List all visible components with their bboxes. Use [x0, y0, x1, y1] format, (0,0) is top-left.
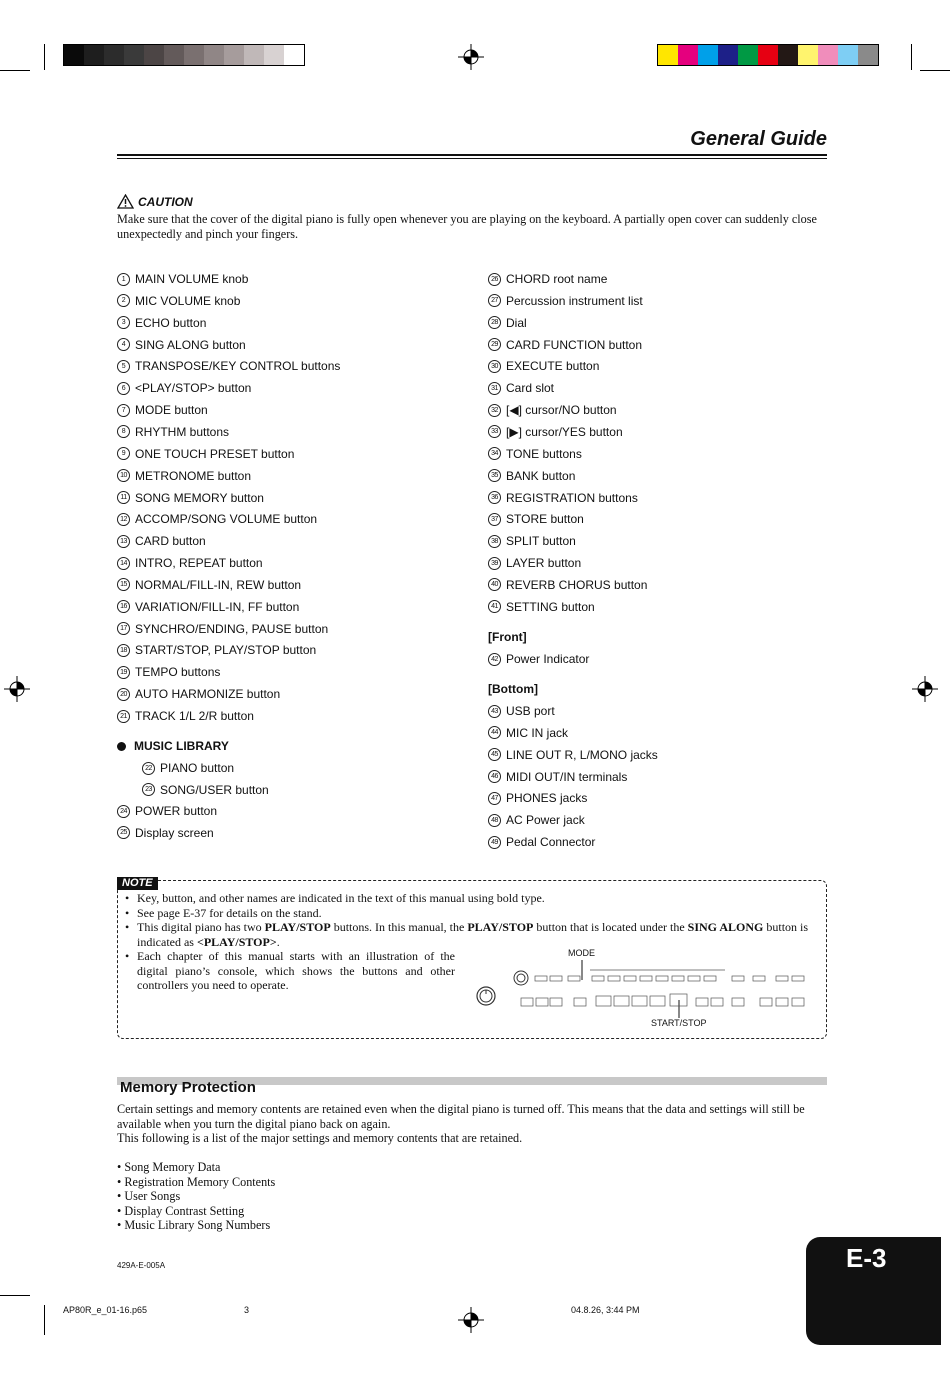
number-badge: 16: [117, 600, 130, 613]
list-item: [488, 425, 623, 439]
callout-mode: MODE: [568, 948, 595, 958]
item-label: USB port: [506, 704, 555, 718]
list-item: [142, 783, 269, 797]
item-label: Percussion instrument list: [506, 293, 643, 308]
footer-date: 04.8.26, 3:44 PM: [571, 1305, 640, 1315]
caution-heading: [117, 194, 193, 209]
item-label: SING ALONG button: [135, 337, 246, 352]
color-swatch: [224, 45, 244, 65]
list-item: [117, 491, 264, 505]
item-label: PHONES jacks: [506, 791, 588, 806]
list-item: [117, 447, 294, 461]
color-swatch: [778, 45, 798, 65]
item-label: SONG MEMORY button: [135, 490, 264, 505]
item-label: PIANO button: [160, 761, 235, 775]
number-badge: 15: [117, 578, 130, 591]
item-label: TONE buttons: [506, 446, 582, 461]
number-badge: 37: [488, 513, 501, 526]
color-swatch: [124, 45, 144, 65]
list-item: [117, 804, 217, 818]
color-swatch: [678, 45, 698, 65]
color-swatch: [64, 45, 84, 65]
registration-mark-icon: [458, 1307, 484, 1333]
list-item: [142, 761, 234, 775]
crop-mark: [911, 44, 912, 70]
memory-list-item: • User Songs: [117, 1189, 275, 1204]
number-badge: 2: [117, 294, 130, 307]
item-label: MIC VOLUME knob: [135, 293, 241, 308]
item-label: SPLIT button: [506, 534, 576, 549]
color-swatch: [144, 45, 164, 65]
number-badge: 47: [488, 792, 501, 805]
front-heading: [Front]: [488, 630, 527, 644]
note-item: • Each chapter of this manual starts with an illustration of the digital piano’s console, which shows the buttons and other controllers you need to operate.: [124, 949, 455, 993]
item-label: INTRO, REPEAT button: [135, 556, 263, 571]
list-item: [117, 534, 206, 548]
color-swatch: [184, 45, 204, 65]
item-label: CARD FUNCTION button: [506, 337, 643, 352]
number-badge: 4: [117, 338, 130, 351]
list-item: [488, 578, 647, 592]
list-item: [488, 748, 658, 762]
color-swatch: [698, 45, 718, 65]
memory-para: Certain settings and memory contents are retained even when the digital piano is turned off. This means that the data and settings will still be available when you turn the digital piano back on again.: [117, 1102, 805, 1131]
color-swatch: [204, 45, 224, 65]
item-label: TRACK 1/L 2/R button: [135, 709, 254, 723]
item-label: Pedal Connector: [506, 835, 596, 850]
number-badge: 36: [488, 491, 501, 504]
footer-file: AP80R_e_01-16.p65: [63, 1305, 148, 1315]
color-swatch: [838, 45, 858, 65]
crop-mark: [44, 1305, 45, 1335]
number-badge: 34: [488, 447, 501, 460]
number-badge: 8: [117, 425, 130, 438]
number-badge: 13: [117, 535, 130, 548]
list-item: [117, 556, 263, 570]
number-badge: 35: [488, 469, 501, 482]
item-label: CHORD root name: [506, 272, 608, 286]
number-badge: 40: [488, 578, 501, 591]
number-badge: 14: [117, 557, 130, 570]
item-label: Power Indicator: [506, 652, 590, 666]
item-label: [▶] cursor/YES button: [506, 424, 623, 439]
color-swatch: [164, 45, 184, 65]
list-item: [117, 512, 317, 526]
list-item: [117, 425, 229, 439]
music-library-title: MUSIC LIBRARY: [134, 739, 229, 753]
memory-list: [117, 1160, 275, 1233]
callout-start-stop: START/STOP: [651, 1018, 707, 1028]
color-swatch: [818, 45, 838, 65]
item-label: REVERB CHORUS button: [506, 577, 648, 592]
crop-mark: [0, 1295, 30, 1296]
item-label: LAYER button: [506, 556, 582, 571]
memory-description: [117, 1102, 829, 1146]
list-item: [488, 491, 638, 505]
number-badge: 28: [488, 316, 501, 329]
list-item: [488, 512, 584, 526]
color-swatch: [84, 45, 104, 65]
number-badge: 42: [488, 653, 501, 666]
number-badge: 31: [488, 382, 501, 395]
memory-list-item: • Display Contrast Setting: [117, 1204, 275, 1219]
number-badge: 49: [488, 836, 501, 849]
number-badge: 22: [142, 762, 155, 775]
list-item: [117, 272, 248, 286]
crop-mark: [44, 44, 45, 70]
gray-calibration-bar: [63, 44, 305, 66]
item-label: Dial: [506, 315, 527, 330]
list-item: [488, 704, 555, 718]
bottom-heading: [Bottom]: [488, 682, 538, 696]
note-item: • This digital piano has two PLAY/STOP buttons. In this manual, the PLAY/STOP button that is located under the SING ALONG button is indicated as <PLAY/STOP>.: [124, 920, 819, 949]
color-calibration-bar: [657, 44, 879, 66]
page-title: General Guide: [690, 128, 827, 150]
list-item: [117, 826, 214, 840]
number-badge: 29: [488, 338, 501, 351]
list-item: [488, 403, 617, 417]
color-swatch: [284, 45, 304, 65]
list-item: [117, 709, 254, 723]
list-item: [488, 534, 576, 548]
number-badge: 48: [488, 814, 501, 827]
memory-list-item: • Music Library Song Numbers: [117, 1218, 275, 1233]
item-label: SONG/USER button: [160, 782, 269, 797]
item-label: MAIN VOLUME knob: [135, 272, 249, 286]
item-label: Display screen: [135, 825, 214, 840]
item-label: TRANSPOSE/KEY CONTROL buttons: [135, 359, 341, 374]
color-swatch: [264, 45, 284, 65]
crop-mark: [920, 70, 950, 71]
footer-page: 3: [244, 1305, 250, 1315]
number-badge: 44: [488, 726, 501, 739]
caution-text: Make sure that the cover of the digital piano is fully open whenever you are playing on the keyboard. A partially open cover can suddenly close unexpectedly and pinch your fingers.: [117, 212, 817, 241]
list-item: [117, 294, 240, 308]
list-item: [488, 726, 568, 740]
list-item: [117, 469, 251, 483]
number-badge: 19: [117, 666, 130, 679]
memory-para: This following is a list of the major settings and memory contents that are retained.: [117, 1131, 523, 1145]
list-item: [488, 791, 587, 805]
number-badge: 10: [117, 469, 130, 482]
list-item: [117, 687, 280, 701]
list-item: [488, 447, 582, 461]
number-badge: 23: [142, 783, 155, 796]
number-badge: 25: [117, 826, 130, 839]
item-label: [◀] cursor/NO button: [506, 403, 617, 418]
item-label: VARIATION/FILL-IN, FF button: [135, 599, 300, 614]
item-label: ONE TOUCH PRESET button: [135, 446, 295, 461]
page-number: E-3: [846, 1243, 887, 1273]
number-badge: 20: [117, 688, 130, 701]
item-label: METRONOME button: [135, 468, 252, 483]
console-illustration: [470, 958, 815, 1022]
list-item: [117, 359, 340, 373]
item-label: NORMAL/FILL-IN, REW button: [135, 577, 302, 592]
number-badge: 33: [488, 425, 501, 438]
warning-triangle-icon: [117, 194, 134, 209]
item-label: ACCOMP/SONG VOLUME button: [135, 512, 318, 527]
item-label: MIC IN jack: [506, 725, 569, 740]
color-swatch: [244, 45, 264, 65]
item-label: CARD button: [135, 534, 206, 549]
number-badge: 17: [117, 622, 130, 635]
item-label: <PLAY/STOP> button: [135, 381, 252, 396]
list-item: [117, 381, 251, 395]
number-badge: 3: [117, 316, 130, 329]
number-badge: 26: [488, 273, 501, 286]
color-swatch: [858, 45, 878, 65]
list-item: [488, 338, 642, 352]
item-label: ECHO button: [135, 315, 207, 330]
music-library-heading: [117, 739, 229, 753]
number-badge: 5: [117, 360, 130, 373]
number-badge: 24: [117, 805, 130, 818]
color-swatch: [758, 45, 778, 65]
list-item: [488, 381, 554, 395]
item-label: EXECUTE button: [506, 359, 600, 374]
number-badge: 46: [488, 770, 501, 783]
list-item: [488, 556, 581, 570]
bullet-icon: [117, 742, 126, 751]
list-item: [117, 600, 299, 614]
item-label: BANK button: [506, 468, 576, 483]
registration-mark-icon: [4, 676, 30, 702]
note-item: • Key, button, and other names are indicated in the text of this manual using bold type.: [124, 891, 819, 906]
note-label: NOTE: [117, 877, 158, 890]
header-rule: [117, 154, 827, 156]
number-badge: 27: [488, 294, 501, 307]
list-item: [488, 600, 595, 614]
color-swatch: [718, 45, 738, 65]
list-item: [488, 272, 607, 286]
list-item: [117, 622, 328, 636]
number-badge: 43: [488, 705, 501, 718]
list-item: [117, 403, 208, 417]
list-item: [117, 578, 301, 592]
item-label: REGISTRATION buttons: [506, 490, 638, 505]
registration-mark-icon: [458, 44, 484, 70]
list-item: [488, 770, 627, 784]
document-code: 429A-E-005A: [117, 1261, 166, 1270]
header-rule: [117, 158, 827, 159]
note-item: • See page E-37 for details on the stand.: [124, 906, 819, 921]
page-tab: [806, 1237, 941, 1345]
number-badge: 45: [488, 748, 501, 761]
item-label: TEMPO buttons: [135, 665, 221, 680]
item-label: POWER button: [135, 804, 218, 818]
crop-mark: [0, 70, 30, 71]
color-swatch: [104, 45, 124, 65]
number-badge: 1: [117, 273, 130, 286]
number-badge: 18: [117, 644, 130, 657]
number-badge: 21: [117, 710, 130, 723]
list-item: [488, 813, 585, 827]
item-label: MIDI OUT/IN terminals: [506, 769, 628, 784]
memory-list-item: • Song Memory Data: [117, 1160, 275, 1175]
list-item: [117, 338, 246, 352]
registration-mark-icon: [912, 676, 938, 702]
number-badge: 39: [488, 557, 501, 570]
number-badge: 30: [488, 360, 501, 373]
list-item: [488, 652, 589, 666]
item-label: AUTO HARMONIZE button: [135, 687, 281, 702]
list-item: [117, 665, 220, 679]
number-badge: 7: [117, 404, 130, 417]
number-badge: 32: [488, 404, 501, 417]
list-item: [488, 359, 599, 373]
item-label: Card slot: [506, 381, 555, 396]
number-badge: 9: [117, 447, 130, 460]
item-label: AC Power jack: [506, 813, 585, 828]
number-badge: 11: [117, 491, 130, 504]
list-item: [488, 469, 575, 483]
item-label: STORE button: [506, 512, 584, 527]
number-badge: 6: [117, 382, 130, 395]
list-item: [488, 294, 643, 308]
color-swatch: [798, 45, 818, 65]
caution-title: CAUTION: [138, 194, 193, 209]
memory-list-item: • Registration Memory Contents: [117, 1175, 275, 1190]
section-title: Memory Protection: [120, 1079, 256, 1096]
item-label: SYNCHRO/ENDING, PAUSE button: [135, 621, 329, 636]
list-item: [117, 643, 316, 657]
list-item: [488, 835, 595, 849]
color-swatch: [658, 45, 678, 65]
list-item: [117, 316, 206, 330]
list-item: [488, 316, 527, 330]
item-label: LINE OUT R, L/MONO jacks: [506, 747, 658, 762]
number-badge: 12: [117, 513, 130, 526]
color-swatch: [738, 45, 758, 65]
number-badge: 38: [488, 535, 501, 548]
number-badge: 41: [488, 600, 501, 613]
item-label: RHYTHM buttons: [135, 424, 230, 439]
item-label: START/STOP, PLAY/STOP button: [135, 643, 317, 658]
item-label: SETTING button: [506, 599, 595, 614]
item-label: MODE button: [135, 403, 208, 418]
